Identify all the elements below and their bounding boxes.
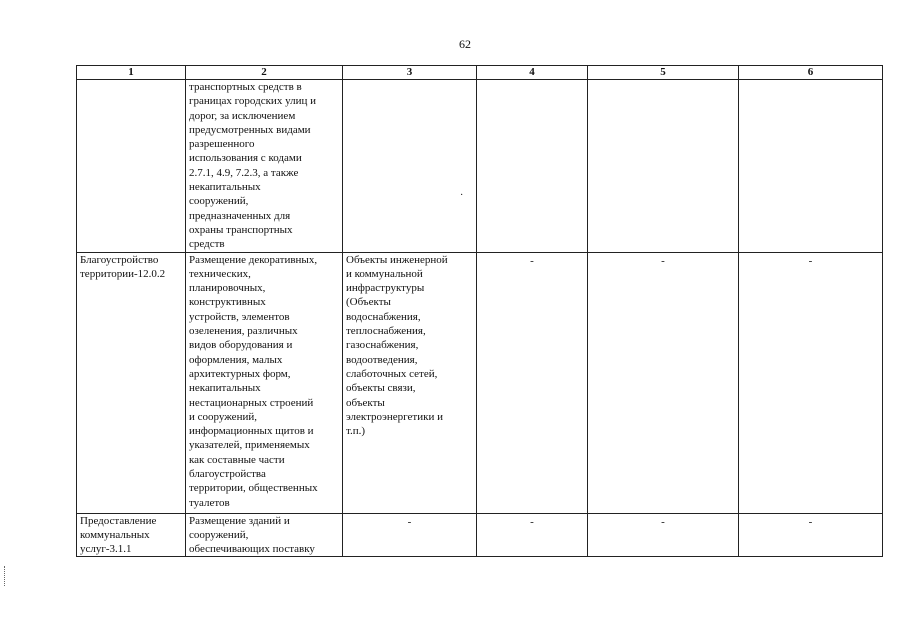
table-cell-col6 [739, 80, 883, 253]
table-header-row [77, 66, 883, 80]
table-cell-col5 [588, 80, 739, 253]
table-cell-col5 [588, 252, 739, 513]
dash-value: - [808, 515, 813, 528]
table-row [77, 252, 883, 513]
column-header: 6 [739, 66, 883, 80]
table-cell-col6 [739, 513, 883, 557]
table-cell-col6 [739, 252, 883, 513]
table-cell-col4 [477, 513, 588, 557]
scan-speck: · [460, 190, 464, 201]
table-cell-objects: Объекты инженерной и коммунальной инфраструктуры (Объекты водоснабжения, теплоснабжения, газоснабжения, водоотведения, слаботочных сетей, объекты связи, объекты электроэнергетики и т.п.) [343, 252, 477, 513]
table-cell-objects [343, 513, 477, 557]
table-cell-use-type: Благоустройство территории-12.0.2 [77, 252, 186, 513]
dash-value: - [530, 515, 534, 528]
dash-value: - [661, 254, 665, 267]
land-use-table [76, 65, 883, 557]
page-number: 62 [459, 37, 471, 51]
column-header: 2 [186, 66, 343, 80]
column-header: 5 [588, 66, 739, 80]
table-cell-description: Размещение декоративных, технических, планировочных, конструктивных устройств, элементов озеленения, различных видов оборудования и оформления, малых архитектурных форм, некапитальных нестационарных строений и сооружений, информационных щитов и указателей, применяемых как составные части благоустройства территории, общественных туалетов [186, 252, 343, 513]
table-cell-objects [343, 80, 477, 253]
table-cell-description: транспортных средств в границах городских улиц и дорог, за исключением предусмотренных видами разрешенного использования с кодами 2.7.1, 4.9, 7.2.3, а также некапитальных сооружений, предназначенных для охраны транспортных средств [186, 80, 343, 253]
column-header: 1 [77, 66, 186, 80]
dash-value: - [530, 254, 534, 267]
table-row [77, 513, 883, 557]
table-row [77, 80, 883, 253]
table-cell-col4 [477, 80, 588, 253]
table-cell-use-type [77, 80, 186, 253]
scan-edge-mark [4, 566, 7, 586]
table-cell-description: Размещение зданий и сооружений, обеспечивающих поставку [186, 513, 343, 557]
dash-value: - [407, 515, 412, 528]
dash-value: - [661, 515, 665, 528]
column-header: 3 [343, 66, 477, 80]
table-cell-col5 [588, 513, 739, 557]
table-cell-use-type: Предоставление коммунальных услуг-3.1.1 [77, 513, 186, 557]
column-header: 4 [477, 66, 588, 80]
dash-value: - [808, 254, 813, 267]
table-cell-col4 [477, 252, 588, 513]
